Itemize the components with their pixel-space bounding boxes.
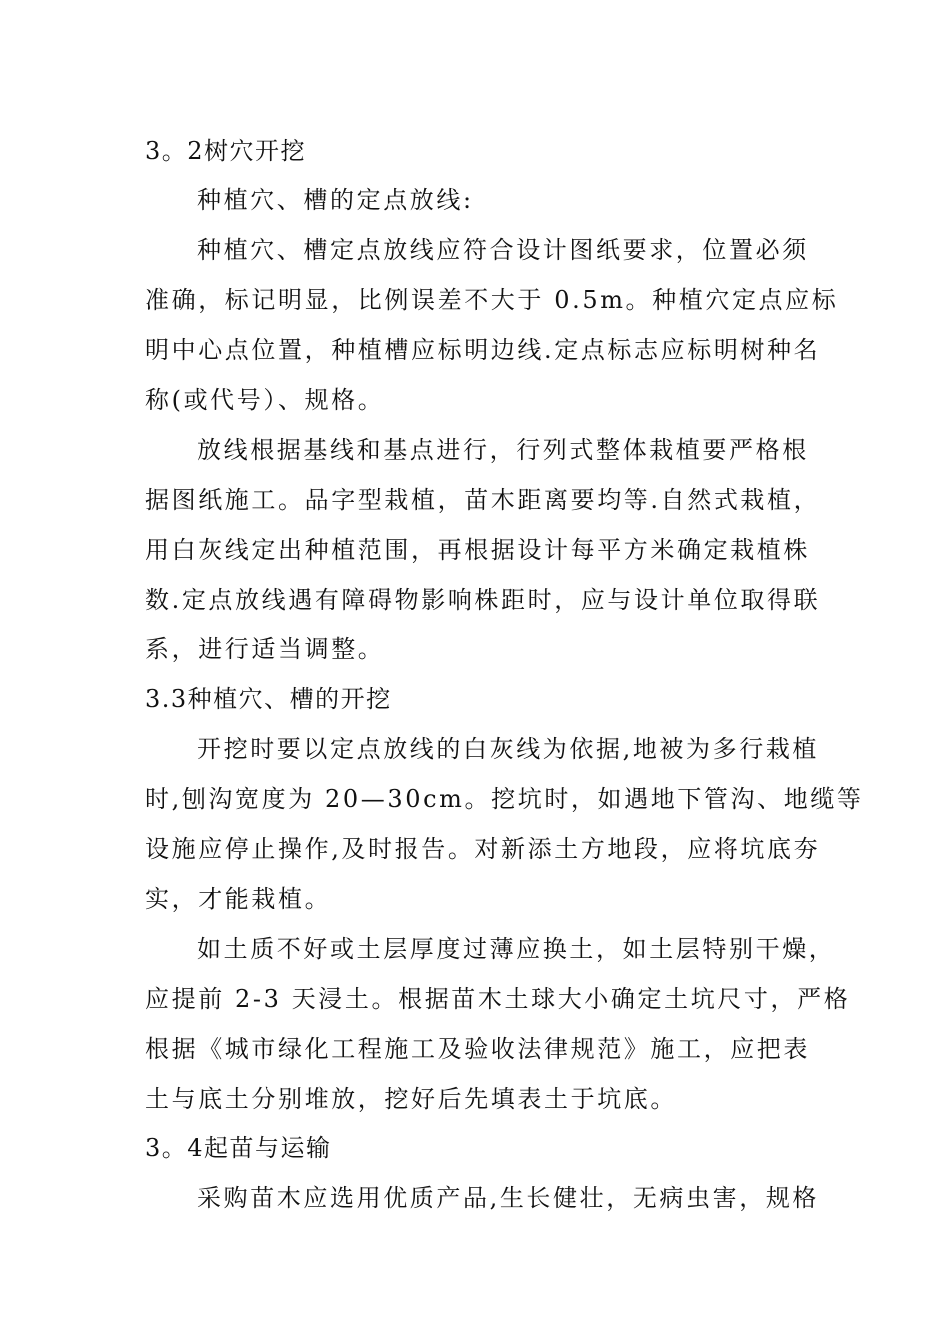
paragraph-line: 设施应停止操作,及时报告。对新添土方地段，应将坑底夯	[145, 835, 821, 863]
paragraph-line: 明中心点位置，种植槽应标明边线.定点标志应标明树种名	[145, 336, 821, 364]
paragraph-line: 种植穴、槽定点放线应符合设计图纸要求，位置必须	[197, 236, 809, 264]
subheading-layout: 种植穴、槽的定点放线:	[197, 186, 474, 214]
paragraph-line: 准确，标记明显，比例误差不大于 0.5m。种植穴定点应标	[145, 286, 839, 314]
paragraph-line: 称(或代号）、规格。	[145, 386, 385, 414]
paragraph-line: 放线根据基线和基点进行，行列式整体栽植要严格根	[197, 436, 809, 464]
paragraph-line: 用白灰线定出种植范围，再根据设计每平方米确定栽植株	[145, 536, 810, 564]
paragraph-line: 土与底土分别堆放，挖好后先填表土于坑底。	[145, 1085, 677, 1113]
paragraph-line: 时,刨沟宽度为 20—30cm。挖坑时，如遇地下管沟、地缆等	[145, 785, 864, 813]
paragraph-line: 采购苗木应选用优质产品,生长健壮，无病虫害，规格	[197, 1184, 820, 1212]
paragraph-line: 实，才能栽植。	[145, 885, 332, 913]
paragraph-line: 据图纸施工。品字型栽植，苗木距离要均等.自然式栽植，	[145, 486, 821, 514]
section-heading-3-2: 3。2树穴开挖	[145, 137, 307, 165]
paragraph-line: 开挖时要以定点放线的白灰线为依据,地被为多行栽植	[197, 735, 820, 763]
paragraph-line: 如土质不好或土层厚度过薄应换土，如土层特别干燥，	[197, 935, 836, 963]
paragraph-line: 数.定点放线遇有障碍物影响株距时，应与设计单位取得联	[145, 586, 821, 614]
section-heading-3-3: 3.3种植穴、槽的开挖	[145, 685, 392, 713]
paragraph-line: 系，进行适当调整。	[145, 635, 385, 663]
section-heading-3-4: 3。4起苗与运输	[145, 1134, 332, 1162]
paragraph-line: 根据《城市绿化工程施工及验收法律规范》施工，应把表	[145, 1035, 810, 1063]
paragraph-line: 应提前 2-3 天浸土。根据苗木土球大小确定土坑尺寸，严格	[145, 985, 851, 1013]
